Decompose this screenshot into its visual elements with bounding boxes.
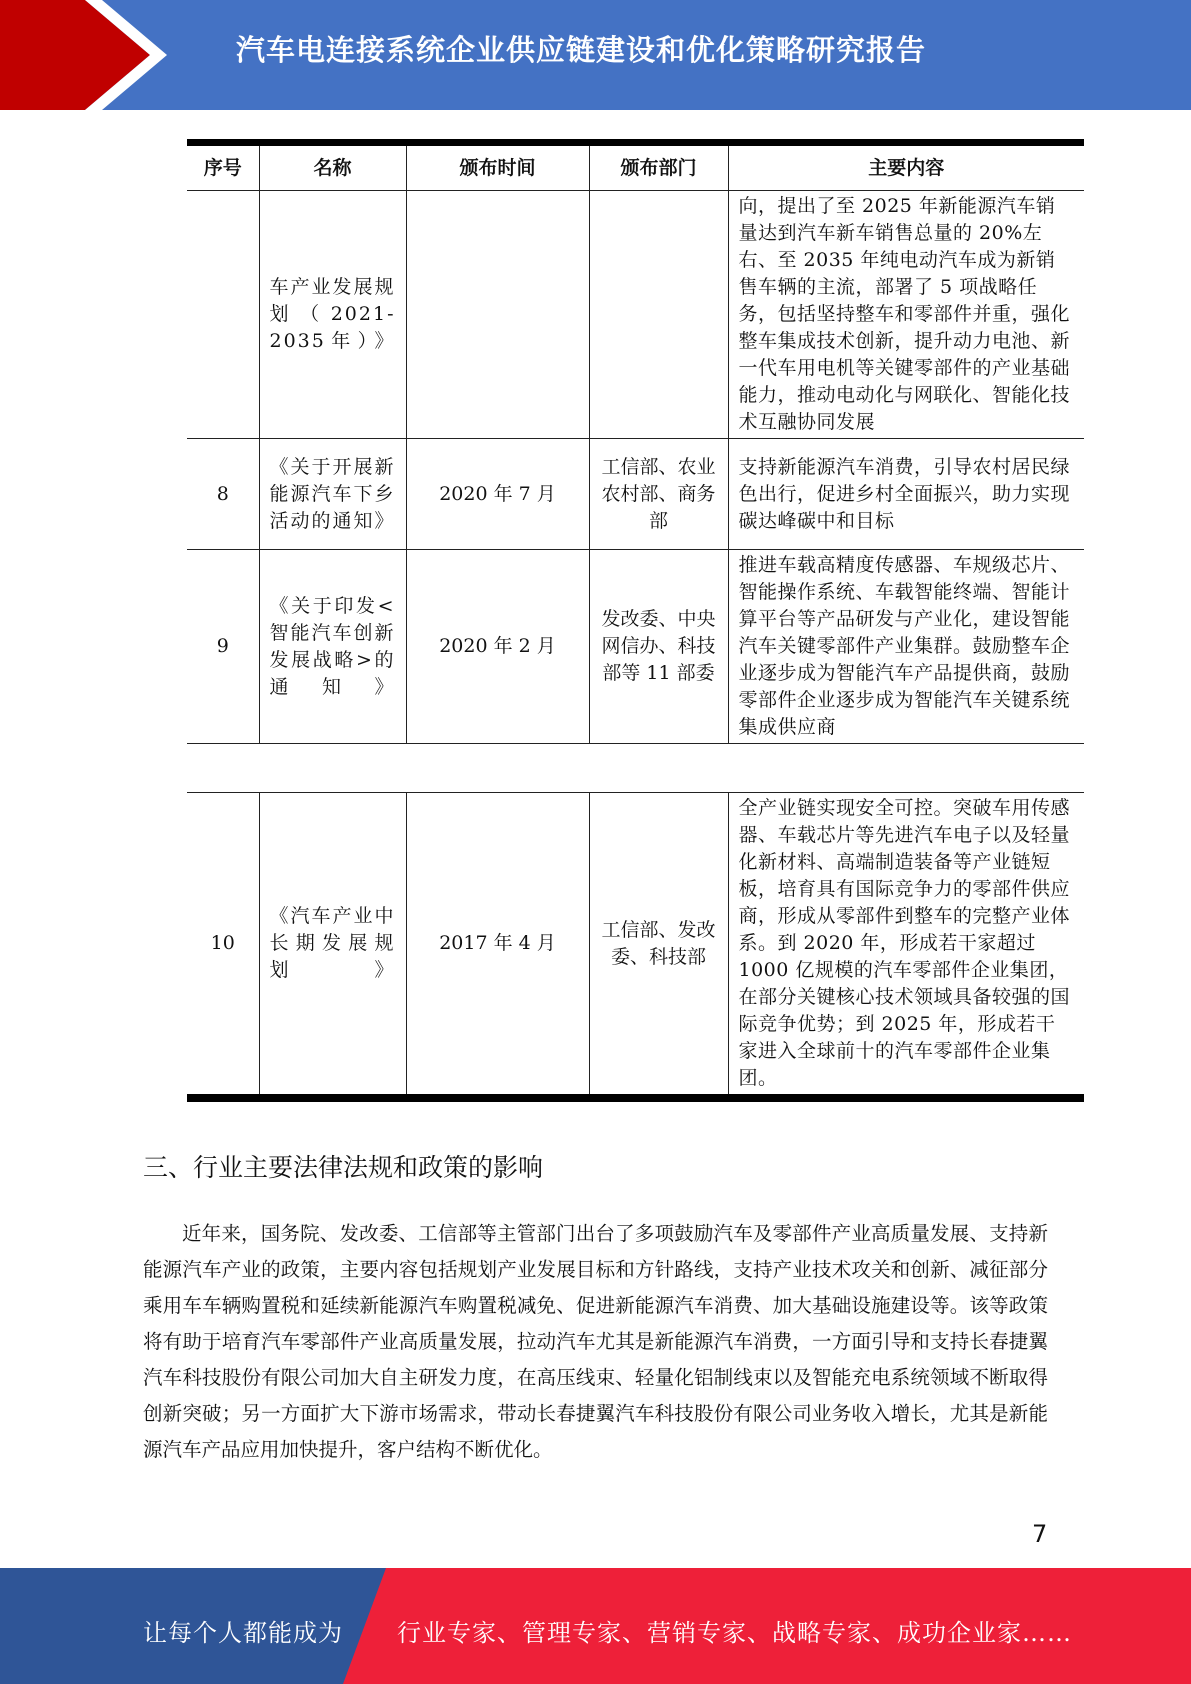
policy-name: 《汽车产业中长期发展规划》 xyxy=(259,793,406,1099)
column-header: 颁布部门 xyxy=(589,143,728,191)
policy-name: 《关于印发<智能汽车创新发展战略>的通知》 xyxy=(259,550,406,744)
policy-table-continued xyxy=(187,792,1084,1102)
column-header: 名称 xyxy=(259,143,406,191)
report-title: 汽车电连接系统企业供应链建设和优化策略研究报告 xyxy=(236,33,927,67)
table-row xyxy=(187,191,1084,439)
policy-date: 2017 年 4 月 xyxy=(406,793,589,1099)
section-heading: 三、行业主要法律法规和政策的影响 xyxy=(143,1153,544,1182)
table-header-row xyxy=(187,143,1084,191)
column-header: 序号 xyxy=(187,143,259,191)
page-header xyxy=(0,0,1191,110)
policy-date: 2020 年 7 月 xyxy=(406,439,589,550)
column-header: 主要内容 xyxy=(728,143,1084,191)
row-number: 9 xyxy=(187,550,259,744)
header-arrow-decoration xyxy=(0,0,200,110)
column-header: 颁布时间 xyxy=(406,143,589,191)
policy-content: 全产业链实现安全可控。突破车用传感器、车载芯片等先进汽车电子以及轻量化新材料、高端制造装备等产业链短板，培育具有国际竞争力的零部件供应商，形成从零部件到整车的完整产业体系。到 2020 年，形成若干家超过 1000 亿规模的汽车零部件企业集团，在部分关键核心技术领域具备较强的国际竞争优势；到 2025 年，形成若干家进入全球前十的汽车零部件企业集团。 xyxy=(728,793,1084,1099)
policy-content: 向，提出了至 2025 年新能源汽车销量达到汽车新车销售总量的 20%左右、至 2035 年纯电动汽车成为新销售车辆的主流，部署了 5 项战略任务，包括坚持整车和零部件并重，强化整车集成技术创新，提升动力电池、新一代车用电机等关键零部件的产业基础能力，推动电动化与网联化、智能化技术互融协同发展 xyxy=(728,191,1084,439)
row-number: 10 xyxy=(187,793,259,1099)
policy-content: 支持新能源汽车消费，引导农村居民绿色出行，促进乡村全面振兴，助力实现碳达峰碳中和目标 xyxy=(728,439,1084,550)
footer-slogan-left: 让每个人都能成为 xyxy=(143,1619,343,1647)
page-number: 7 xyxy=(1032,1520,1048,1548)
policy-name: 车产业发展规划（2021-2035年）》 xyxy=(259,191,406,439)
table-row xyxy=(187,550,1084,744)
policy-department: 工信部、农业农村部、商务部 xyxy=(589,439,728,550)
footer-slogan-right: 行业专家、管理专家、营销专家、战略专家、成功企业家…… xyxy=(397,1619,1072,1647)
policy-content: 推进车载高精度传感器、车规级芯片、智能操作系统、车载智能终端、智能计算平台等产品研发与产业化，建设智能汽车关键零部件产业集群。鼓励整车企业逐步成为智能汽车产品提供商，鼓励零部件企业逐步成为智能汽车关键系统集成供应商 xyxy=(728,550,1084,744)
policy-date xyxy=(406,191,589,439)
policy-table xyxy=(187,139,1084,744)
policy-name: 《关于开展新能源汽车下乡活动的通知》 xyxy=(259,439,406,550)
policy-date: 2020 年 2 月 xyxy=(406,550,589,744)
body-paragraph: 近年来，国务院、发改委、工信部等主管部门出台了多项鼓励汽车及零部件产业高质量发展、支持新能源汽车产业的政策，主要内容包括规划产业发展目标和方针路线，支持产业技术攻关和创新、减征部分乘用车车辆购置税和延续新能源汽车购置税减免、促进新能源汽车消费、加大基础设施建设等。该等政策将有助于培育汽车零部件产业高质量发展，拉动汽车尤其是新能源汽车消费，一方面引导和支持长春捷翼汽车科技股份有限公司加大自主研发力度，在高压线束、轻量化铝制线束以及智能充电系统领域不断取得创新突破；另一方面扩大下游市场需求，带动长春捷翼汽车科技股份有限公司业务收入增长，尤其是新能源汽车产品应用加快提升，客户结构不断优化。 xyxy=(143,1222,1048,1461)
policy-department: 工信部、发改委、科技部 xyxy=(589,793,728,1099)
row-number xyxy=(187,191,259,439)
policy-department xyxy=(589,191,728,439)
row-number: 8 xyxy=(187,439,259,550)
policy-department: 发改委、中央网信办、科技部等 11 部委 xyxy=(589,550,728,744)
table-row xyxy=(187,439,1084,550)
table-row xyxy=(187,793,1084,1099)
